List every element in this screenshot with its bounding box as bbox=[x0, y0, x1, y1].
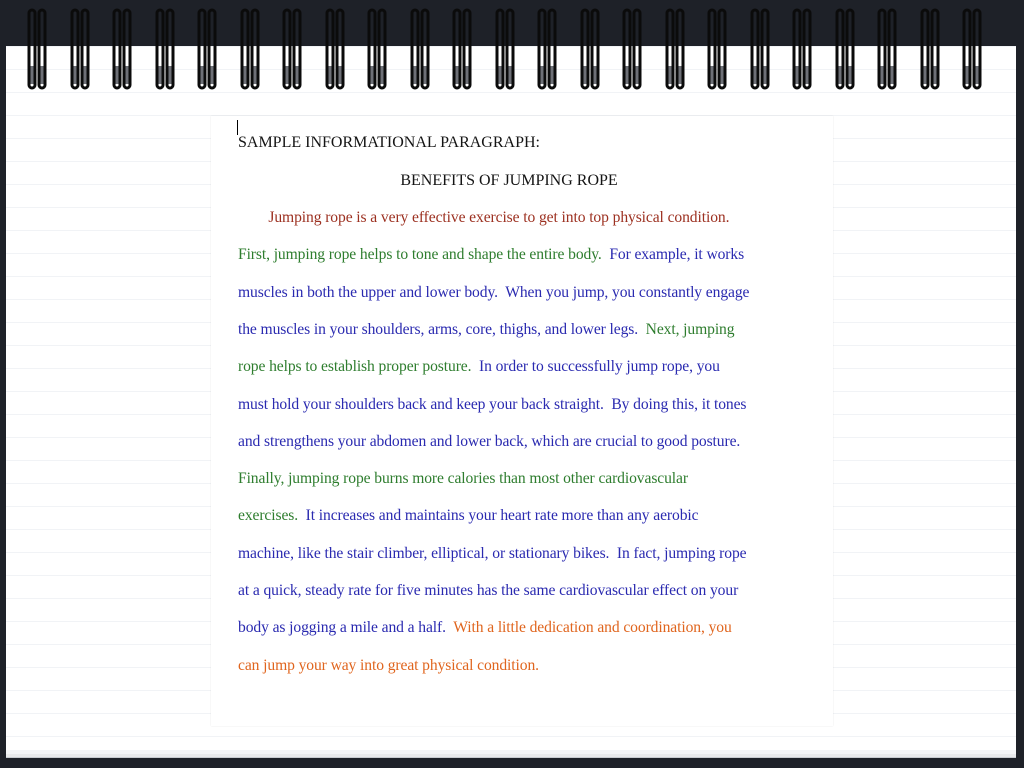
text-segment: machine, like the stair climber, elliptical, or stationary bikes. In fact, jumping rope bbox=[238, 544, 747, 562]
text-segment: the muscles in your shoulders, arms, core, thighs, and lower legs. bbox=[238, 320, 646, 338]
spiral-ring bbox=[962, 8, 982, 90]
spiral-ring bbox=[495, 8, 515, 90]
spiral-ring bbox=[27, 8, 47, 90]
spiral-ring bbox=[367, 8, 387, 90]
paragraph-line bbox=[238, 619, 732, 637]
paragraph-line bbox=[238, 358, 720, 376]
text-segment: rope helps to establish proper posture. bbox=[238, 358, 480, 376]
paragraph-line bbox=[238, 545, 746, 563]
text-segment: exercises. bbox=[238, 507, 306, 525]
text-segment: Jumping rope is a very effective exercise to get into top physical condition. bbox=[238, 209, 730, 226]
page-edge bbox=[6, 754, 1016, 758]
spiral-ring bbox=[622, 8, 642, 90]
text-segment: and strengthens your abdomen and lower back, which are crucial to good posture. bbox=[238, 432, 741, 450]
spiral-ring bbox=[325, 8, 345, 90]
spiral-ring bbox=[282, 8, 302, 90]
text-segment: First, jumping rope helps to tone and shape the entire body. bbox=[238, 246, 610, 264]
paragraph-line bbox=[238, 582, 738, 600]
document-page bbox=[211, 116, 833, 726]
spiral-ring bbox=[707, 8, 727, 90]
document-title: BENEFITS OF JUMPING ROPE bbox=[400, 172, 618, 189]
spiral-ring bbox=[70, 8, 90, 90]
text-segment: must hold your shoulders back and keep your back straight. By doing this, it tones bbox=[238, 395, 747, 413]
paragraph-line bbox=[238, 470, 688, 488]
text-segment: Finally, jumping rope burns more calories than most other cardiovascular bbox=[238, 470, 688, 488]
spiral-ring bbox=[877, 8, 897, 90]
paragraph-line bbox=[238, 284, 749, 302]
spiral-ring bbox=[155, 8, 175, 90]
text-cursor bbox=[237, 120, 238, 135]
text-segment: at a quick, steady rate for five minutes has the same cardiovascular effect on your bbox=[238, 582, 739, 599]
text-segment: With a little dedication and coordination, you bbox=[453, 619, 732, 637]
paragraph-line bbox=[238, 657, 539, 675]
spiral-ring bbox=[665, 8, 685, 90]
text-segment: muscles in both the upper and lower body. When you jump, you constantly engage bbox=[238, 283, 750, 301]
paragraph-line bbox=[238, 433, 740, 451]
paragraph-line bbox=[238, 246, 744, 264]
text-segment: It increases and maintains your heart rate more than any aerobic bbox=[305, 507, 699, 525]
text-segment: In order to successfully jump rope, you bbox=[479, 358, 720, 376]
spiral-ring bbox=[750, 8, 770, 90]
spiral-ring bbox=[537, 8, 557, 90]
spiral-ring bbox=[835, 8, 855, 90]
text-segment: can jump your way into great physical condition. bbox=[238, 656, 539, 674]
text-segment: For example, it works bbox=[609, 246, 745, 264]
document-heading: SAMPLE INFORMATIONAL PARAGRAPH: bbox=[238, 134, 540, 151]
spiral-ring bbox=[197, 8, 217, 90]
text-segment: body as jogging a mile and a half. bbox=[238, 619, 454, 637]
paragraph-line bbox=[238, 209, 729, 227]
spiral-ring bbox=[452, 8, 472, 90]
text-segment: Next, jumping bbox=[645, 320, 735, 338]
spiral-ring bbox=[792, 8, 812, 90]
spiral-ring bbox=[410, 8, 430, 90]
paragraph-line bbox=[238, 396, 746, 414]
spiral-ring bbox=[112, 8, 132, 90]
paragraph-line bbox=[238, 507, 698, 525]
spiral-ring bbox=[240, 8, 260, 90]
spiral-ring bbox=[580, 8, 600, 90]
spiral-ring bbox=[920, 8, 940, 90]
paragraph-line bbox=[238, 321, 734, 339]
